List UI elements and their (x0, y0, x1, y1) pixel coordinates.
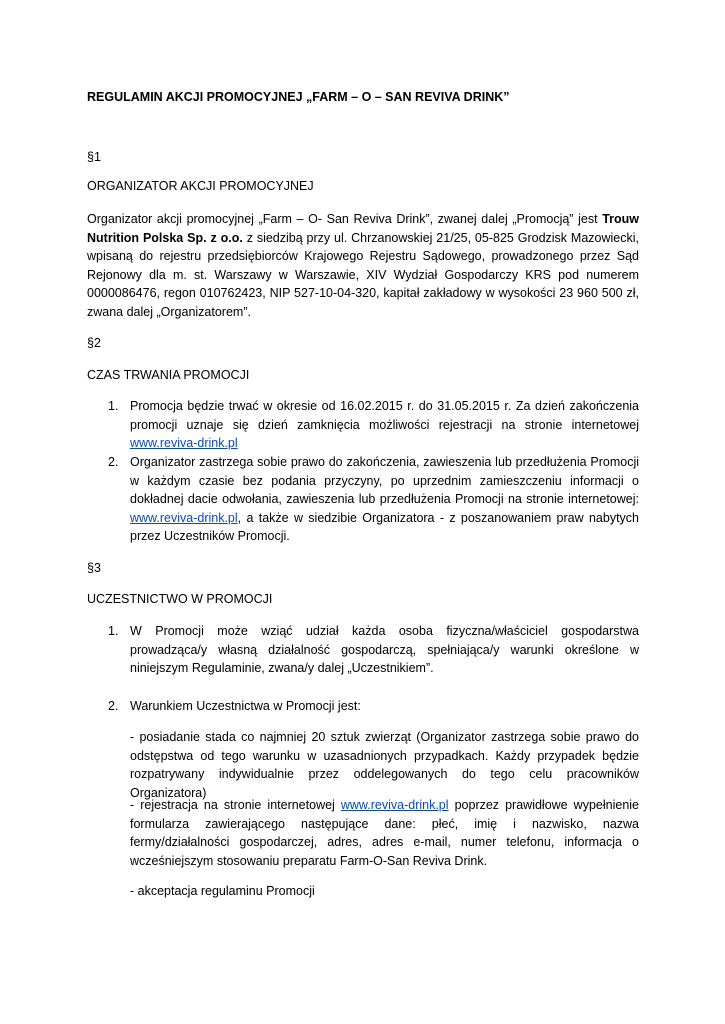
registration-text-after: poprzez prawidłowe wypełnienie formularza zawierającego następujące dane: płeć, imię i nazwisko, nazwa fermy/działalności gospodarczej, adres, adres e-mail, numer telefonu, informacja o wcześniejszym stosowaniu preparatu Farm-O-San Reviva Drink. (130, 798, 639, 868)
condition-herd-size: - posiadanie stada co najmniej 20 sztuk zwierząt (Organizator zastrzega sobie prawo do odstępstwa od tego warunku w uzasadnionych przypadkach. Każdy przypadek będzie rozpatrywany indywidualnie przez oddelegowanych do tego celu pracowników Organizatora) (130, 730, 639, 800)
list-number: 2. (108, 455, 119, 469)
website-link[interactable]: www.reviva-drink.pl (340, 798, 449, 812)
section-2-heading: CZAS TRWANIA PROMOCJI (87, 368, 250, 382)
section-3-mark: §3 (87, 561, 101, 575)
list-number: 1. (108, 624, 119, 638)
organizer-name: Trouw Nutrition Polska Sp. z o.o. (87, 212, 639, 245)
registration-text-before: - rejestracja na stronie internetowej (130, 798, 341, 812)
condition-acceptance: - akceptacja regulaminu Promocji (130, 884, 315, 898)
list-item-text (130, 453, 639, 546)
section-1-text-after: z siedzibą przy ul. Chrzanowskiej 21/25, 05-825 Grodzisk Mazowiecki, wpisaną do rejestru przedsiębiorców Krajowego Rejestru Sądowego, prowadzonego przez Sąd Rejonowy dla m. st. Warszawy w Warszawie, XIV Wydział Gospodarczy KRS pod numerem 0000086476, regon 010762423, NIP 527-10-04-320, kapitał zakładowy w wysokości 23 960 500 zł, zwana dalej „Organizatorem”. (87, 230, 639, 319)
list-number: 2. (108, 699, 119, 713)
section-2-mark: §2 (87, 336, 101, 350)
document-title: REGULAMIN AKCJI PROMOCYJNEJ „FARM – O – SAN REVIVA DRINK” (87, 90, 510, 104)
website-link[interactable]: www.reviva-drink.pl (130, 510, 238, 525)
list-item-text (130, 397, 639, 453)
website-link[interactable]: www.reviva-drink.pl (130, 436, 238, 451)
list-item-text: Warunkiem Uczestnictwa w Promocji jest: (130, 699, 361, 713)
list-item-text: W Promocji może wziąć udział każda osoba fizyczna/właściciel gospodarstwa prowadząca/y własną działalność gospodarczą, spełniająca/y warunki określone w niniejszym Regulaminie, zwana/y dalej „Uczestnikiem”. (130, 624, 639, 676)
list-number: 1. (108, 399, 119, 413)
item-text: Promocja będzie trwać w okresie od 16.02.2015 r. do 31.05.2015 r. Za dzień zakończenia promocji uznaje się dzień zamknięcia możliwości rejestracji na stronie internetowej (130, 399, 639, 432)
section-1-mark: §1 (87, 150, 101, 164)
section-1-paragraph (87, 210, 639, 322)
condition-registration (130, 796, 639, 870)
section-3-heading: UCZESTNICTWO W PROMOCJI (87, 592, 273, 606)
item-text-after: , a także w siedzibie Organizatora - z poszanowaniem praw nabytych przez Uczestników Promocji. (130, 510, 639, 544)
section-1-heading: ORGANIZATOR AKCJI PROMOCYJNEJ (87, 179, 314, 193)
section-1-text-before: Organizator akcji promocyjnej „Farm – O- San Reviva Drink”, zwanej dalej „Promocją” jest (87, 212, 603, 226)
item-text-before: Organizator zastrzega sobie prawo do zakończenia, zawieszenia lub przedłużenia Promocji w każdym czasie bez podania przyczyny, po uprzednim zamieszczeniu informacji o dokładnej dacie odwołania, zawieszenia lub przedłużenia Promocji na stronie internetowej: (130, 455, 639, 507)
